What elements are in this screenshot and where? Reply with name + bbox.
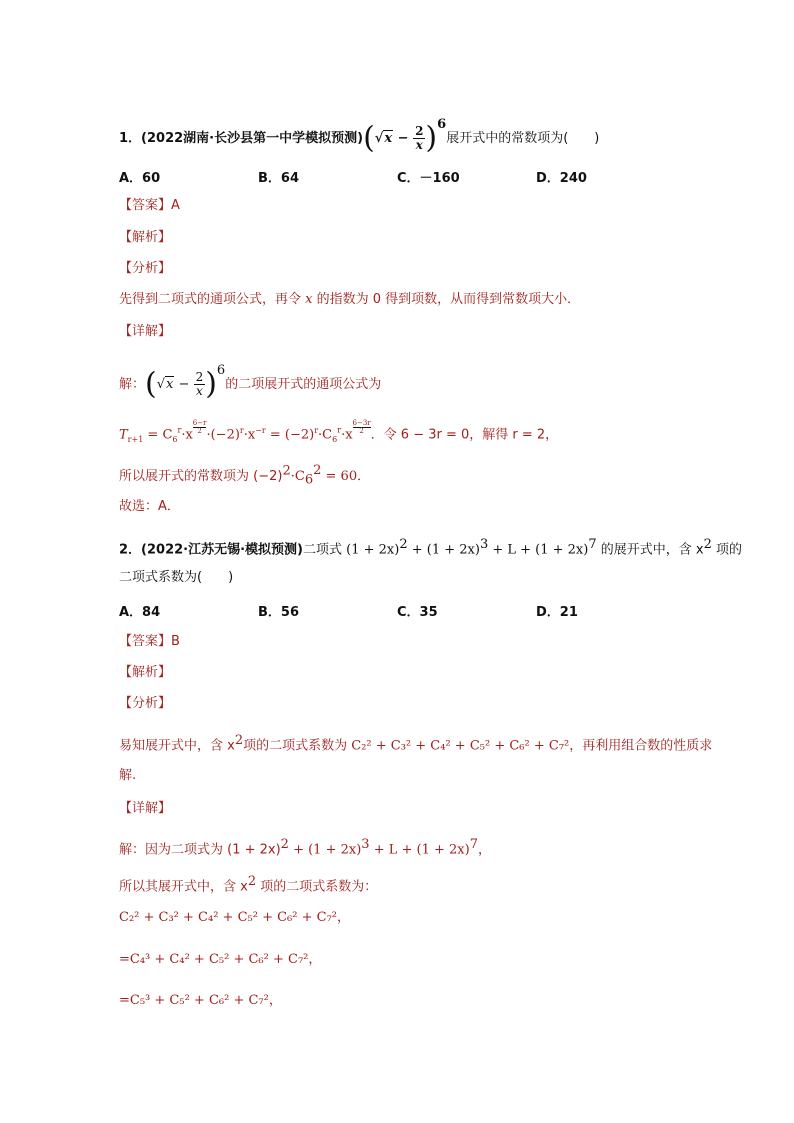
exponent: 6 (437, 117, 447, 132)
option-c: C．35 (397, 605, 438, 620)
equation-1: C₂² + C₃² + C₄² + C₅² + C₆² + C₇²， (119, 910, 351, 925)
detail-line-1: 解：(√x − $\frac{2}{x}$ )$^6$的二项展开式的通项公式为 (119, 363, 382, 402)
left-paren: ( (363, 120, 375, 156)
question-2-stem-line-1: 2．(2022·江苏无锡·模拟预测)二项式 $(1 + 2x)^2 + (1 + 2x)^3 + L + (1 + 2x)^7$ 的展开式中，含 $x^2$ 项的 (119, 537, 743, 558)
question-source: (2022·江苏无锡·模拟预测) (141, 542, 303, 558)
option-a: A．84 (119, 605, 161, 620)
formula-line: $T_{r+1} = C_6^r\cdot x$ $\frac{6-r}{2}$ $\cdot(-2)^r\cdot x^{-r} = (-2)^r\cdot C_6^r\cdot x$ $\frac{6-3r}{2}$ ．令 6 − 3r = 0，解得 r = 2， (119, 419, 559, 444)
sqrt-expression: √x − (374, 131, 409, 146)
fraction: $\frac{2}{x}$ (415, 124, 424, 152)
equation-2: =C₄³ + C₄² + C₅² + C₆² + C₇²， (119, 952, 322, 967)
analysis-label: 【解析】 (119, 230, 172, 245)
option-a: A．60 (119, 171, 161, 186)
fenxi-text: 先得到二项式的通项公式，再令 x 的指数为 0 得到项数，从而得到常数项大小． (119, 292, 581, 307)
option-c: C．－160 (397, 171, 460, 186)
question-tail: 展开式中的常数项为( ) (446, 131, 600, 146)
option-b: B．64 (258, 171, 299, 186)
detail-line-1: 解：因为二项式为 $(1 + 2x)^2 + (1 + 2x)^3 + L + (1 + 2x)^7$， (119, 837, 491, 858)
question-number: 1． (119, 131, 142, 146)
answer-label: 【答案】B (119, 634, 180, 649)
equation-3: =C₅³ + C₅² + C₆² + C₇²， (119, 993, 282, 1008)
option-d: D．240 (536, 171, 587, 186)
detail-label: 【详解】 (119, 324, 172, 339)
choose-line: 故选：A． (119, 499, 180, 514)
fenxi-text-line-2: 解. (119, 768, 137, 783)
detail-label: 【详解】 (119, 801, 172, 816)
fenxi-text-line-1: 易知展开式中，含 $x^2$项的二项式系数为 C₂² + C₃² + C₄² + C₅² + C₆² + C₇²，再利用组合数的性质求 (119, 733, 713, 754)
question-source: (2022湖南·长沙县第一中学模拟预测) (141, 131, 364, 146)
option-d: D．21 (536, 605, 578, 620)
question-1-stem (119, 115, 600, 156)
analysis-label: 【解析】 (119, 665, 172, 680)
answer-label: 【答案】A (119, 198, 180, 213)
conclusion-line: 所以展开式的常数项为 $(-2)^2\cdot C_6^2 = 60$． (119, 463, 371, 488)
fenxi-label: 【分析】 (119, 696, 172, 711)
option-b: B．56 (258, 605, 299, 620)
detail-line-2: 所以其展开式中，含 $x^2$ 项的二项式系数为： (119, 874, 378, 895)
question-number: 2． (119, 542, 142, 558)
question-2-stem-line-2: 二项式系数为( ) (119, 570, 234, 585)
fenxi-label: 【分析】 (119, 261, 172, 276)
right-paren: ) (425, 120, 438, 156)
